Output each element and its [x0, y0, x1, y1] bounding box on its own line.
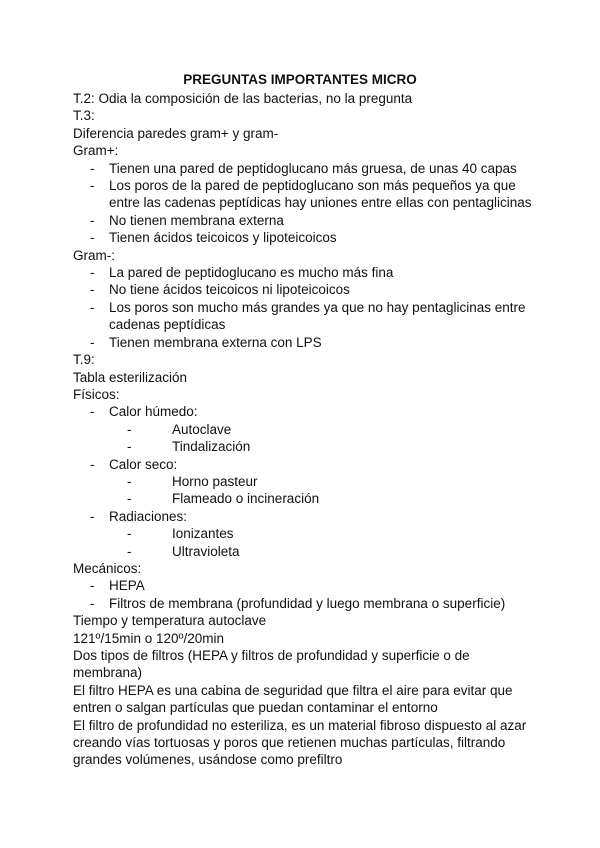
document-body — [73, 90, 573, 769]
list-item: - La pared de peptidoglucano es mucho más fina — [73, 264, 573, 281]
topic-t2: T.2: Odia la composición de las bacterias, no la pregunta — [73, 91, 413, 106]
gram-negative-heading: Gram-: — [73, 247, 115, 263]
paragraph-line: entren o salgan partículas que puedan contaminar el entorno — [73, 700, 438, 716]
paragraph-line: membrana) — [73, 665, 143, 681]
sub-list-item: - Autoclave — [73, 421, 573, 438]
mecanicos-heading: Mecánicos: — [73, 560, 142, 576]
list-item: - Los poros son mucho más grandes ya que no hay pentaglicinas entre — [73, 299, 573, 316]
paragraph-line: Dos tipos de filtros (HEPA y filtros de profundidad y superficie o de — [73, 648, 470, 663]
section-heading: Tabla esterilización — [73, 369, 188, 385]
section-heading: Diferencia paredes gram+ y gram- — [73, 125, 279, 141]
list-item-continuation: entre las cadenas peptídicas hay uniones entre ellas con pentaglicinas — [109, 195, 532, 211]
sub-list-item: - Ionizantes — [73, 525, 573, 542]
list-item: - Radiaciones: — [73, 508, 573, 525]
list-item: - Calor húmedo: — [73, 403, 573, 420]
list-item: - HEPA — [73, 577, 573, 594]
list-item: - Tienen membrana externa con LPS — [73, 334, 573, 351]
list-item: - Tienen una pared de peptidoglucano más gruesa, de unas 40 capas — [73, 160, 573, 177]
paragraph-line: 121º/15min o 120º/20min — [73, 630, 224, 646]
gram-positive-heading: Gram+: — [73, 143, 119, 159]
paragraph-line: Tiempo y temperatura autoclave — [73, 613, 267, 629]
fisicos-heading: Físicos: — [73, 386, 120, 402]
list-item: - Tienen ácidos teicoicos y lipoteicoicos — [73, 229, 573, 246]
sub-list-item: - Horno pasteur — [73, 473, 573, 490]
sub-list-item: - Flameado o incineración — [73, 490, 573, 507]
sub-list-item: - Ultravioleta — [73, 543, 573, 560]
list-item: - Calor seco: — [73, 456, 573, 473]
paragraph-line: El filtro de profundidad no esteriliza, es un material fibroso dispuesto al azar — [73, 717, 527, 733]
list-item: - Los poros de la pared de peptidoglucano son más pequeños ya que — [73, 177, 573, 194]
list-item: - No tiene ácidos teicoicos ni lipoteicoicos — [73, 281, 573, 298]
list-item: - Filtros de membrana (profundidad y luego membrana o superficie) — [73, 595, 573, 612]
paragraph-line: grandes volúmenes, usándose como prefiltro — [73, 752, 343, 768]
paragraph-line: creando vías tortuosas y poros que retienen muchas partículas, filtrando — [73, 735, 506, 751]
list-item: - No tienen membrana externa — [73, 212, 573, 229]
page-title: PREGUNTAS IMPORTANTES MICRO — [183, 72, 417, 87]
list-item-continuation: cadenas peptídicas — [109, 317, 226, 333]
sub-list-item: - Tindalización — [73, 438, 573, 455]
topic-t9: T.9: — [73, 352, 95, 368]
paragraph-line: El filtro HEPA es una cabina de seguridad que filtra el aire para evitar que — [73, 682, 513, 698]
topic-t3: T.3: — [73, 108, 95, 124]
